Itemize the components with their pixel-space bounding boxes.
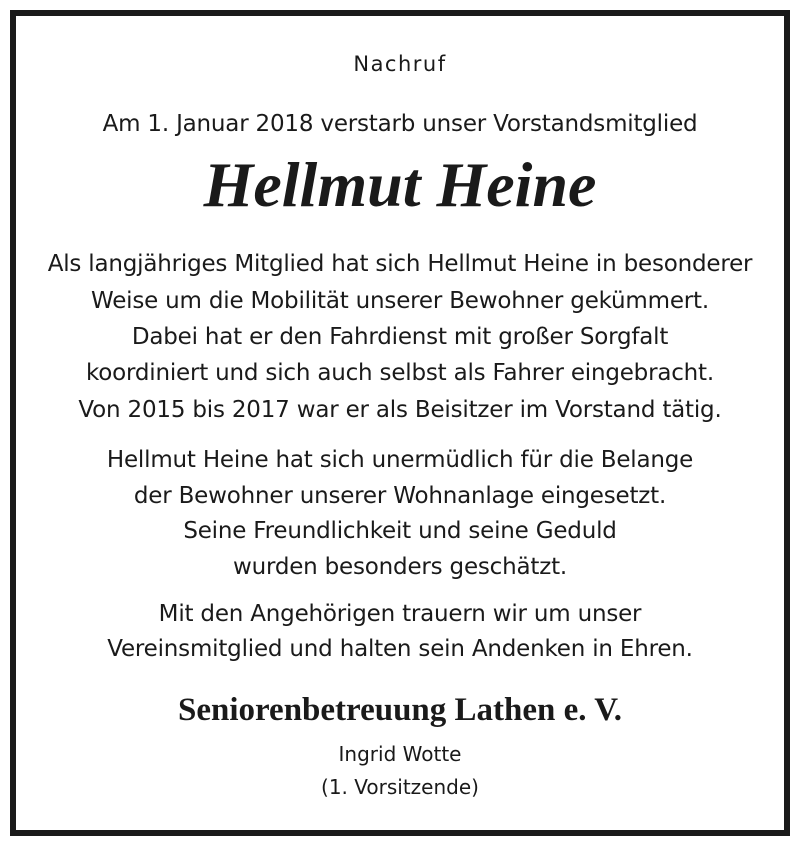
signatory-role: (1. Vorsitzende) [321,775,479,799]
paragraph-line: Als langjähriges Mitglied hat sich Hellmut Heine in besonderer [47,251,753,277]
paragraph-line: Von 2015 bis 2017 war er als Beisitzer im Vorstand tätig. [78,397,722,423]
paragraph-line: Vereinsmitglied und halten sein Andenken in Ehren. [107,636,693,662]
paragraph-line: Dabei hat er den Fahrdienst mit großer Sorgfalt [131,324,669,350]
intro-line: Am 1. Januar 2018 verstarb unser Vorstandsmitglied [102,111,698,137]
notice-heading: Nachruf [353,52,447,76]
paragraph-line: Seine Freundlichkeit und seine Geduld [183,518,617,544]
paragraph-line: Hellmut Heine hat sich unermüdlich für die Belange [106,447,694,473]
signatory-name: Ingrid Wotte [338,742,462,766]
obituary-notice [10,10,790,836]
paragraph-line: koordiniert und sich auch selbst als Fahrer eingebracht. [85,360,714,386]
paragraph-line: Weise um die Mobilität unserer Bewohner gekümmert. [91,288,709,314]
deceased-name: Hellmut Heine [203,149,597,220]
organization-name: Seniorenbetreuung Lathen e. V. [177,692,623,728]
paragraph-line: der Bewohner unserer Wohnanlage eingesetzt. [133,483,667,509]
paragraph-line: wurden besonders geschätzt. [232,554,568,580]
paragraph-line: Mit den Angehörigen trauern wir um unser [158,601,642,627]
